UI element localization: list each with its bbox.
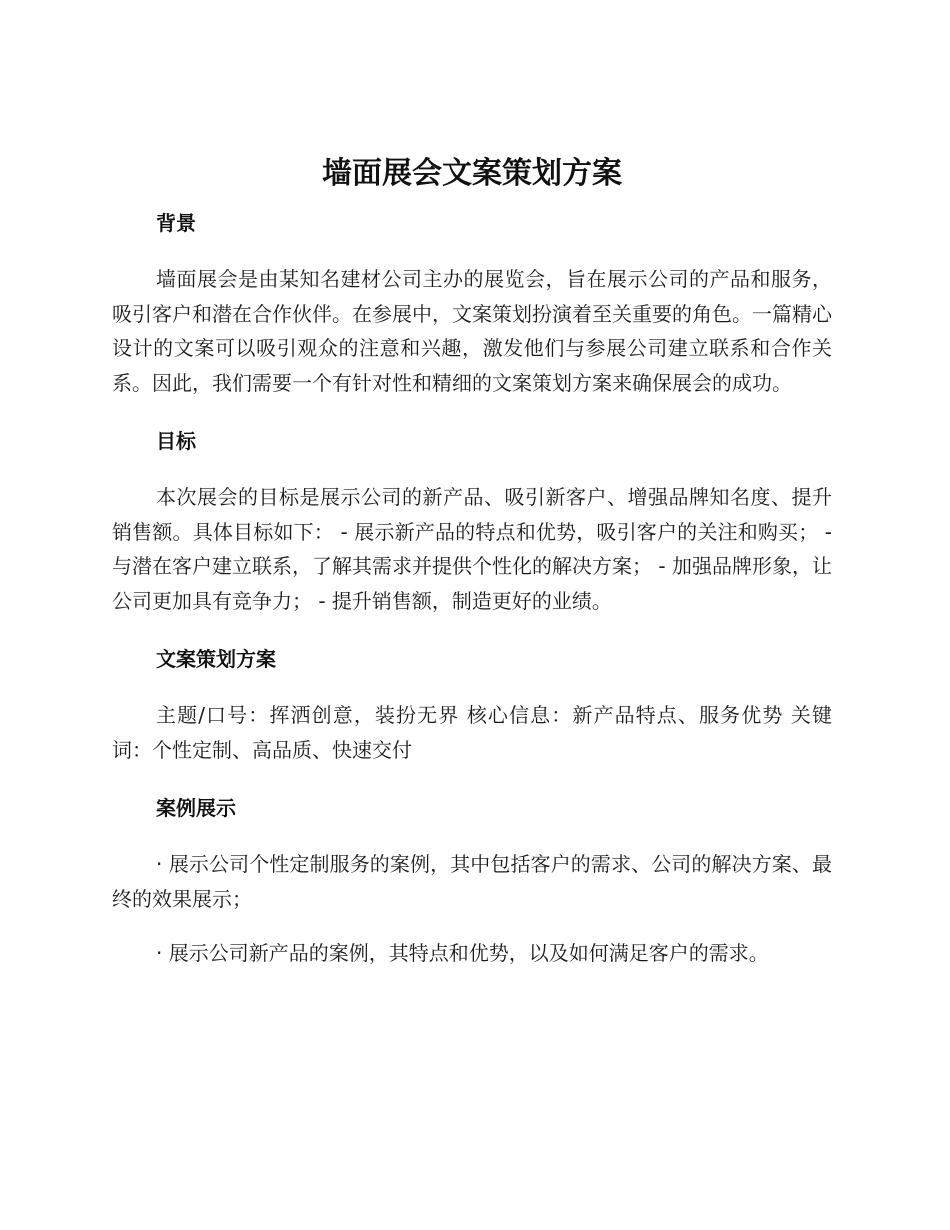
document-title: 墙面展会文案策划方案 (322, 156, 622, 191)
paragraph-case-new-product: · 展示公司新产品的案例，其特点和优势，以及如何满足客户的需求。 (156, 941, 769, 965)
section-heading-background: 背景 (156, 211, 196, 235)
paragraph-case-custom: · 展示公司个性定制服务的案例，其中包括客户的需求、公司的解决方案、最终的效果展示； (112, 852, 832, 911)
paragraph-goals: 本次展会的目标是展示公司的新产品、吸引新客户、增强品牌知名度、提升销售额。具体目标如下： - 展示新产品的特点和优势，吸引客户的关注和购买； - 与潜在客户建立联系，了解其需求并提供个性化的解决方案； - 加强品牌形象，让公司更加具有竞争力； - 提升销售额，制造更好的业绩。 (112, 485, 832, 613)
section-heading-case-studies: 案例展示 (156, 796, 236, 820)
document-body (112, 150, 832, 971)
section-heading-copy-plan: 文案策划方案 (156, 647, 276, 671)
paragraph-background: 墙面展会是由某知名建材公司主办的展览会，旨在展示公司的产品和服务，吸引客户和潜在合作伙伴。在参展中，文案策划扮演着至关重要的角色。一篇精心设计的文案可以吸引观众的注意和兴趣，激发他们与参展公司建立联系和合作关系。因此，我们需要一个有针对性和精细的文案策划方案来确保展会的成功。 (112, 267, 832, 395)
section-heading-goals: 目标 (156, 429, 196, 453)
paragraph-copy-plan: 主题/口号：挥洒创意，装扮无界 核心信息：新产品特点、服务优势 关键词：个性定制、高品质、快速交付 (112, 703, 832, 762)
